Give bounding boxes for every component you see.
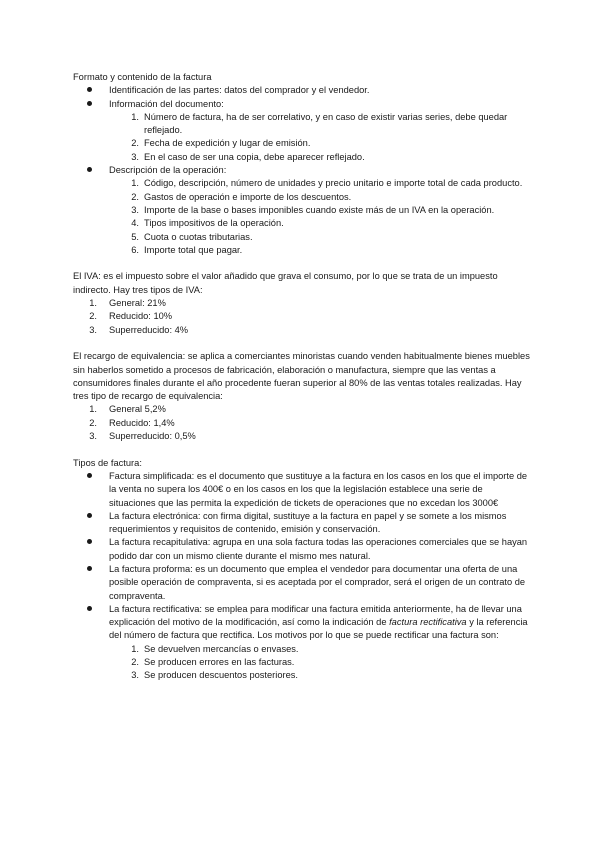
bullet-icon (87, 164, 92, 177)
recargo-paragraph: El recargo de equivalencia: se aplica a comerciantes minoristas cuando venden habitualmente bienes muebles sin haberlos sometido a procesos de fabricación, elaboración o manufactura, siempre que las ventas a consumidores finales durante el año procedente fueran superior al 80% de las ventas totales realizadas. Hay tres tipo de recargo de equivalencia: (73, 351, 530, 402)
bullet-icon (87, 603, 92, 616)
list-item: Información del documento: (73, 98, 530, 111)
sub-list-item: 5. Cuota o cuotas tributarias. (131, 231, 253, 242)
list-item: Identificación de las partes: datos del comprador y el vendedor. (73, 84, 530, 97)
sub-list-item: 3. Importe de la base o bases imponibles cuando existe más de un IVA en la operación. (131, 204, 495, 215)
sub-list-item: 2. Se producen errores en las facturas. (131, 657, 295, 668)
section-heading-tipos: Tipos de factura: (73, 457, 142, 468)
bullet-icon (87, 510, 92, 523)
list-item: La factura recapitulativa: agrupa en una sola factura todas las operaciones comerciales que se hayan podido dar con un mismo cliente durante el mismo mes natural. (73, 536, 530, 563)
bullet-icon (87, 470, 92, 483)
list-item: La factura electrónica: con firma digital, sustituye a la factura en papel y se somete a los mismos requerimientos y requisitos de contenido, emisión y conservación. (73, 510, 530, 537)
emphasis-text: factura rectificativa (389, 617, 467, 628)
sub-list-item: 2. Gastos de operación e importe de los descuentos. (131, 191, 352, 202)
recargo-list (73, 403, 530, 443)
formato-list (73, 84, 530, 257)
list-item: La factura rectificativa: se emplea para modificar una factura emitida anteriormente, ha de llevar una explicación del motivo de la modificación, así como la indicación de factura rectificativa y la referencia del número de factura que rectifica. Los motivos por lo que se puede rectificar una factura son: (73, 603, 530, 643)
sub-list-item: 3. Se producen descuentos posteriores. (131, 670, 299, 681)
sub-list-item: 1. Número de factura, ha de ser correlativo, y en caso de existir varias series, debe quedar reflejado. (131, 111, 508, 136)
sub-list-item: 3. En el caso de ser una copia, debe aparecer reflejado. (131, 151, 365, 162)
bullet-icon (87, 536, 92, 549)
list-item: 3. Superreducido: 4% (89, 324, 189, 335)
sub-list-item: 6. Importe total que pagar. (131, 244, 243, 255)
bullet-icon (87, 84, 92, 97)
iva-paragraph: El IVA: es el impuesto sobre el valor añadido que grava el consumo, por lo que se trata de un impuesto indirecto. Hay tres tipos de IVA: (73, 271, 498, 295)
sub-list-item: 2. Fecha de expedición y lugar de emisión. (131, 138, 311, 149)
section-heading-formato: Formato y contenido de la factura (73, 72, 212, 82)
iva-list (73, 297, 530, 337)
sub-list-item: 1. Código, descripción, número de unidades y precio unitario e importe total de cada producto. (131, 178, 523, 189)
tipos-list (73, 470, 530, 683)
list-item: La factura proforma: es un documento que emplea el vendedor para documentar una oferta de una posible operación de compraventa, si es aceptada por el comprador, será el origen de un contrato de compraventa. (73, 563, 530, 603)
sub-list-item: 1. Se devuelven mercancías o envases. (131, 643, 299, 654)
list-item: 3. Superreducido: 0,5% (89, 431, 196, 442)
list-item: Factura simplificada: es el documento que sustituye a la factura en los casos en los que el importe de la venta no supera los 400€ o en los casos en los que la legislación establece una serie de situaciones que las permita la expedición de tickets de operaciones que no excedan los 3000€ (73, 470, 530, 510)
sub-list-item: 4. Tipos impositivos de la operación. (131, 218, 284, 229)
list-item: 1. General: 21% (89, 298, 166, 309)
list-item: Descripción de la operación: (73, 164, 530, 177)
bullet-icon (87, 563, 92, 576)
list-item: 2. Reducido: 1,4% (89, 417, 175, 428)
list-item: 1. General 5,2% (89, 404, 166, 415)
bullet-icon (87, 98, 92, 111)
list-item: 2. Reducido: 10% (89, 311, 173, 322)
